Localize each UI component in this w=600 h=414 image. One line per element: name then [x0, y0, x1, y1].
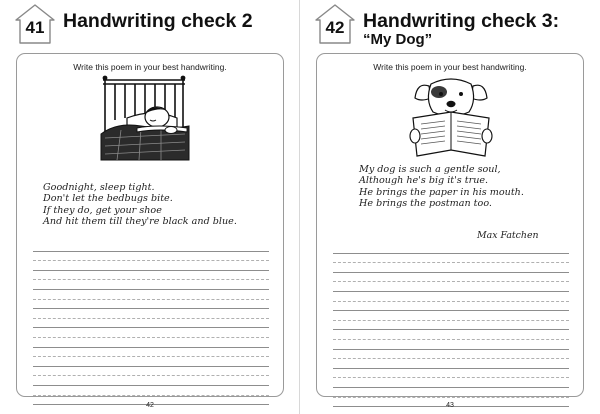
dog-reading-newspaper-illustration	[399, 72, 503, 164]
writing-guide-line	[333, 350, 569, 360]
writing-guide-line	[333, 369, 569, 379]
poem-line: Although he's big it's true.	[359, 175, 489, 187]
writing-guide-line	[33, 367, 269, 377]
poem-line: Goodnight, sleep tight.	[43, 182, 155, 193]
poem-author: Max Fatchen	[477, 230, 539, 241]
writing-guide-line	[333, 292, 569, 302]
handwriting-practice-lines[interactable]	[33, 242, 269, 414]
poem	[43, 182, 283, 227]
writing-guide-line	[33, 328, 269, 338]
writing-line[interactable]	[33, 300, 269, 310]
writing-line[interactable]	[333, 302, 569, 312]
writing-guide-line	[333, 254, 569, 264]
writing-line[interactable]	[33, 319, 269, 329]
poem-line: He brings the paper in his mouth.	[359, 186, 524, 198]
poem-line: And hit them till they're black and blue.	[43, 215, 237, 227]
exercise-number-house-badge	[13, 2, 57, 46]
page-number: 43	[446, 402, 454, 409]
instruction-text: Write this poem in your best handwriting.	[373, 62, 527, 72]
writing-line[interactable]	[33, 338, 269, 348]
writing-guide-line	[33, 252, 269, 262]
page-title: Handwriting check 3:	[363, 10, 560, 32]
page-title: Handwriting check 2	[63, 10, 253, 32]
writing-line[interactable]	[33, 261, 269, 271]
worksheet-panel	[316, 53, 584, 397]
writing-guide-line	[33, 271, 269, 281]
page-number: 42	[146, 402, 154, 409]
writing-line[interactable]	[333, 282, 569, 292]
writing-line[interactable]	[333, 321, 569, 331]
writing-line[interactable]	[333, 340, 569, 350]
page-subtitle: “My Dog”	[363, 31, 433, 48]
poem-line: He brings the postman too.	[359, 197, 492, 209]
writing-guide-line	[33, 348, 269, 358]
poem	[359, 164, 579, 209]
child-asleep-in-bed-illustration	[97, 74, 193, 162]
poem-line: Don't let the bedbugs bite.	[43, 193, 173, 205]
writing-line[interactable]	[333, 359, 569, 369]
writing-guide-line	[333, 388, 569, 398]
poem-line: If they do, get your shoe	[43, 204, 162, 216]
writing-guide-line	[33, 386, 269, 396]
writing-line[interactable]	[33, 242, 269, 252]
exercise-number: 42	[325, 18, 345, 37]
writing-guide-line	[333, 311, 569, 321]
worksheet-panel	[16, 53, 284, 397]
poem-line: My dog is such a gentle soul,	[359, 164, 501, 175]
writing-line[interactable]	[333, 263, 569, 273]
handwriting-practice-lines[interactable]	[333, 244, 569, 414]
right-page	[300, 0, 600, 414]
exercise-number-house-badge	[313, 2, 357, 46]
writing-line[interactable]	[333, 244, 569, 254]
writing-guide-line	[333, 330, 569, 340]
writing-guide-line	[333, 273, 569, 283]
writing-line[interactable]	[33, 280, 269, 290]
writing-line[interactable]	[33, 376, 269, 386]
instruction-text: Write this poem in your best handwriting.	[73, 62, 227, 72]
exercise-number: 41	[25, 18, 45, 37]
writing-line[interactable]	[333, 378, 569, 388]
writing-line[interactable]	[33, 357, 269, 367]
writing-guide-line	[33, 309, 269, 319]
writing-guide-line	[33, 290, 269, 300]
